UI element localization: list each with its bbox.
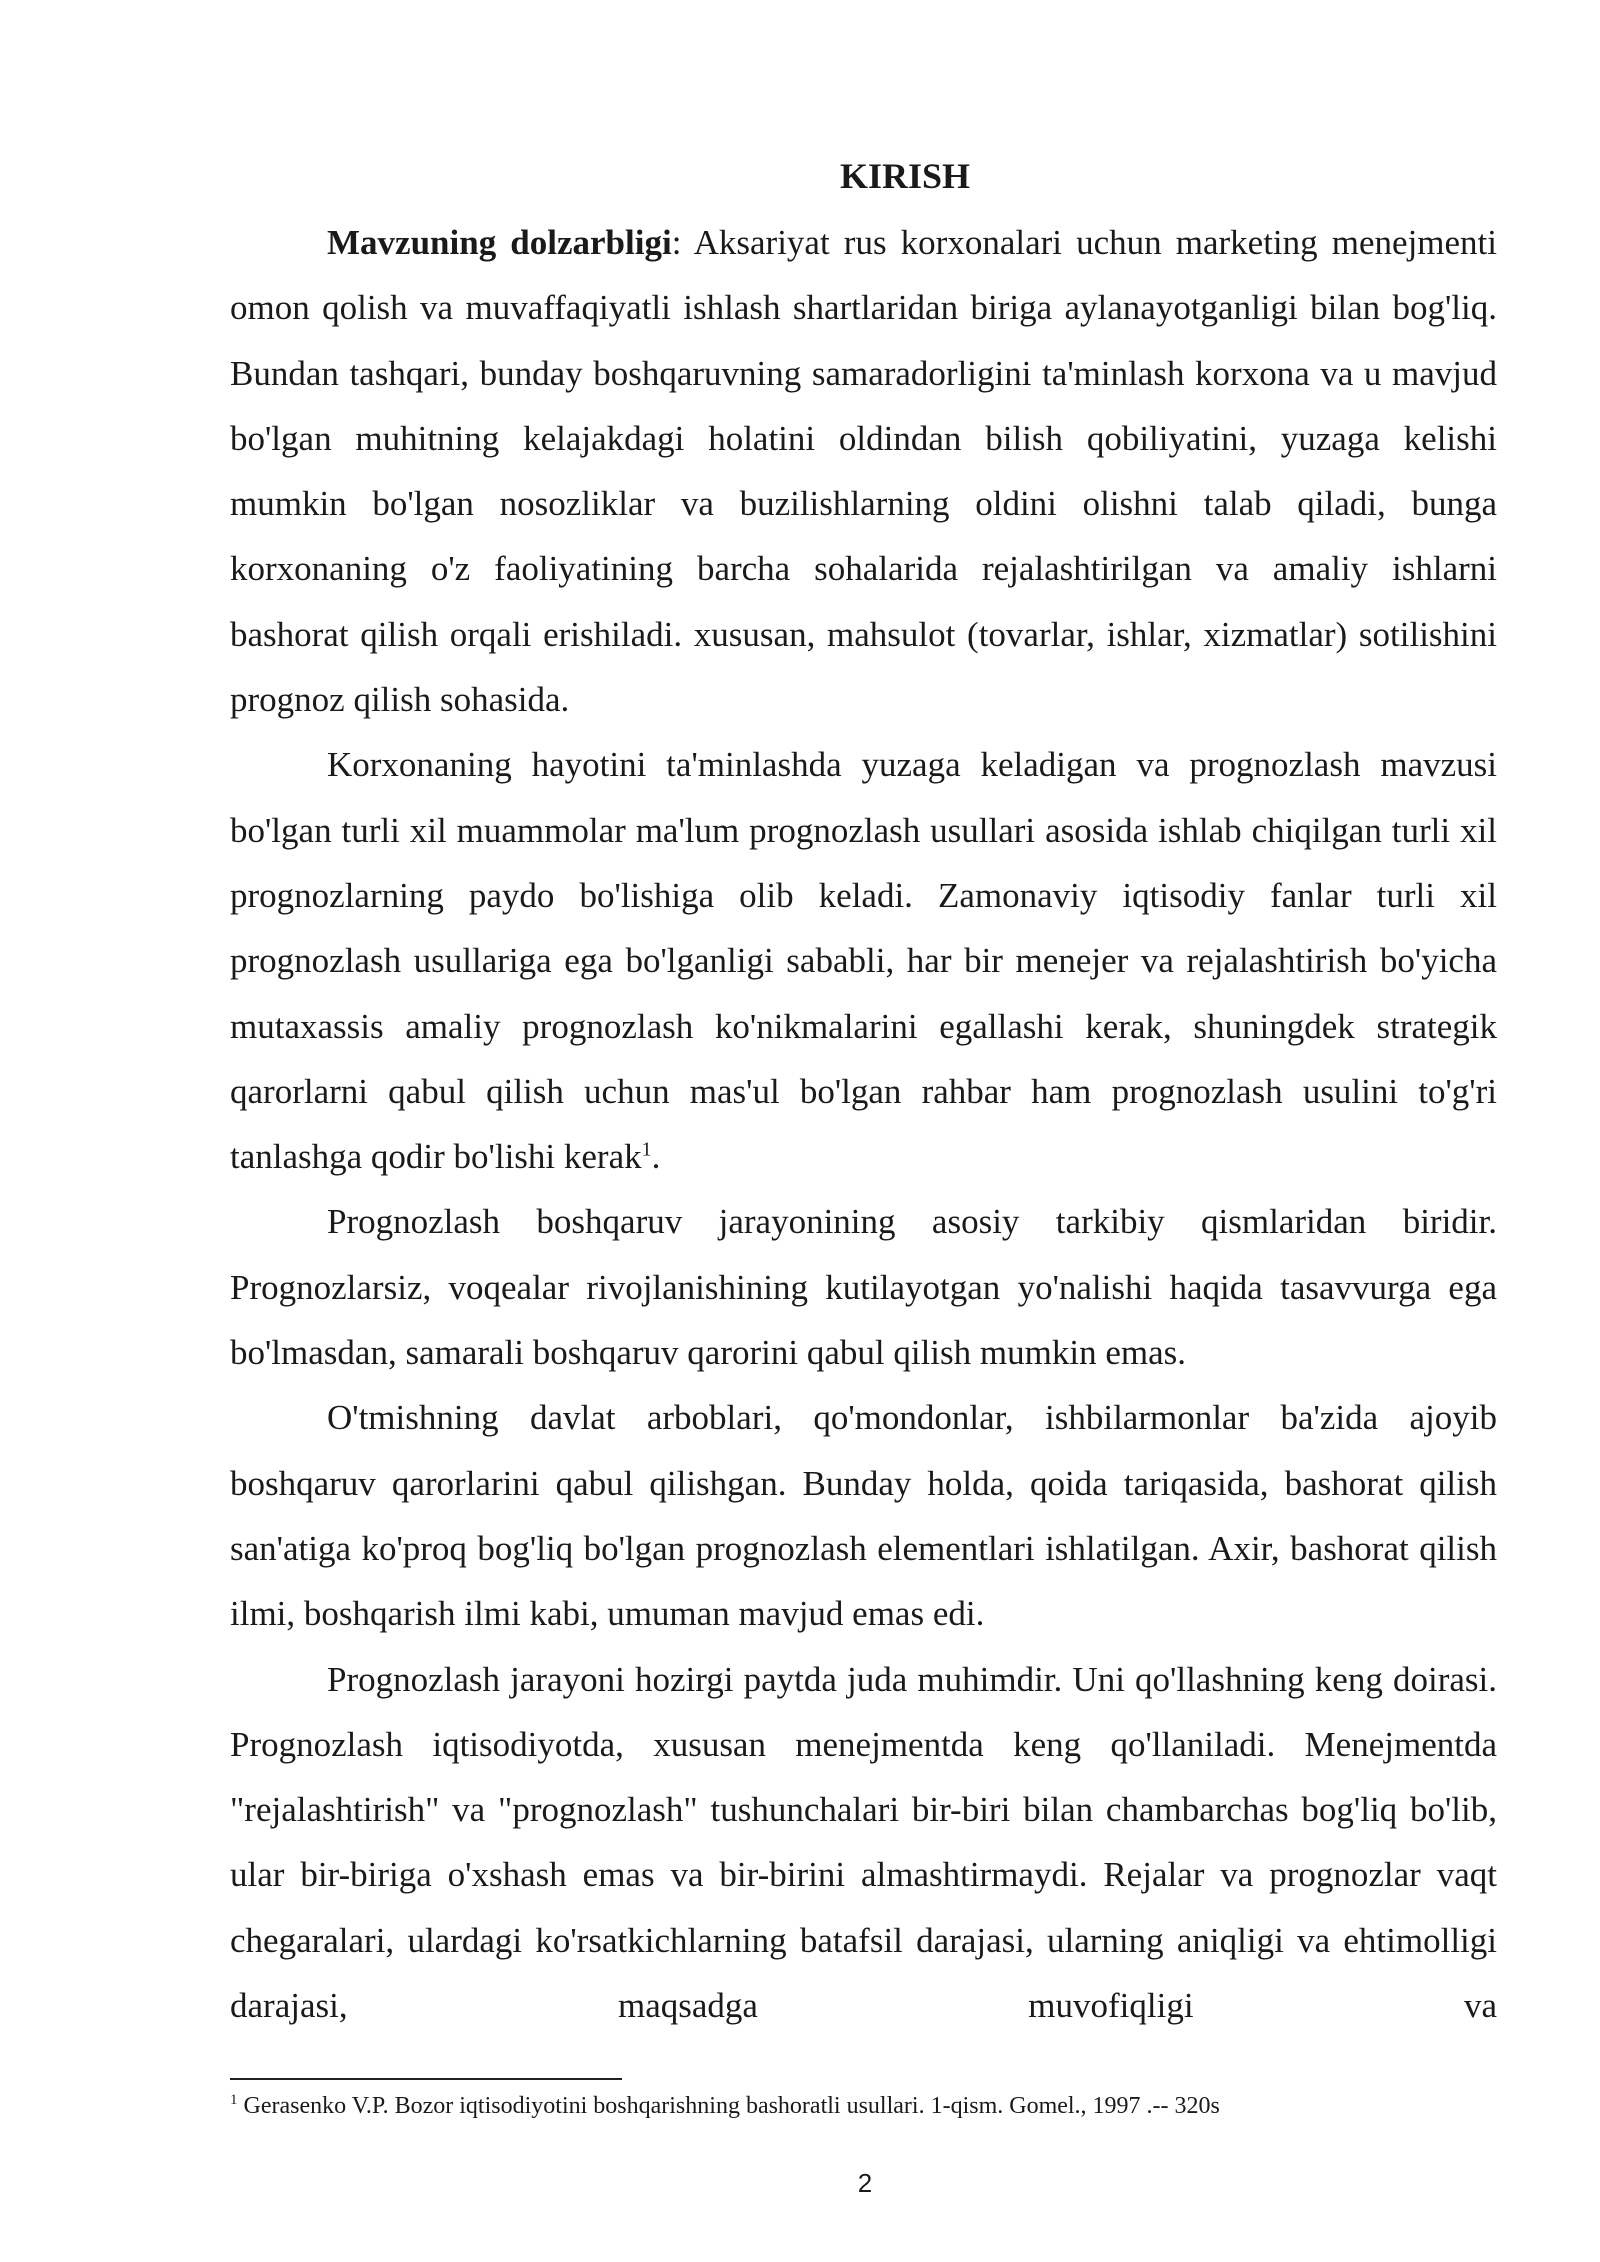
paragraph-relevance (230, 210, 1497, 732)
paragraph-forecasting-problems (230, 732, 1497, 1189)
footnote-reference[interactable]: 1 (641, 1138, 652, 1161)
footnote (230, 2090, 1497, 2122)
footnote-text: Gerasenko V.P. Bozor iqtisodiyotini boshqarishning bashoratli usullari. 1-qism. Gomel., 1997 .-- 320s (237, 2093, 1220, 2119)
page-number: 2 (857, 2168, 873, 2198)
paragraph-lead: Mavzuning dolzarbligi (327, 223, 672, 262)
footnote-marker: 1 (230, 2092, 238, 2108)
paragraph-text: Prognozlash jarayoni hozirgi paytda juda muhimdir. Uni qo'llashning keng doirasi. Prognozlash iqtisodiyotda, xususan menejmentda keng qo'llaniladi. Menejmentda "rejalashtirish" va "prognozlash" tushunchalari bir-biri bilan chambarchas bog'liq bo'lib, ular bir-biriga o'xshash emas va bir-birini almashtirmaydi. Rejalar va prognozlar vaqt chegaralari, ulardagi ko'rsatkichlarning batafsil darajasi, ularning aniqligi va ehtimolligi darajasi, maqsadga muvofiqligi va (230, 1659, 1497, 2026)
paragraph-text: Korxonaning hayotini ta'minlashda yuzaga keladigan va prognozlash mavzusi bo'lgan turli xil muammolar ma'lum prognozlash usullari asosida ishlab chiqilgan turli xil prognozlarning paydo bo'lishiga olib keladi. Zamonaviy iqtisodiy fanlar turli xil prognozlash usullariga ega bo'lganligi sababli, har bir menejer va rejalashtirish bo'yicha mutaxassis amaliy prognozlash ko'nikmalarini egallashi kerak, shuningdek strategik qarorlarni qabul qilish uchun mas'ul bo'lgan rahbar ham prognozlash usulini to'g'ri tanlashga qodir bo'lishi kerak (230, 745, 1497, 1177)
body-text (230, 210, 1497, 2038)
paragraph-forecasting-component (230, 1189, 1497, 1385)
paragraph-text: O'tmishning davlat arboblari, qo'mondonlar, ishbilarmonlar ba'zida ajoyib boshqaruv qarorlarini qabul qilishgan. Bunday holda, qoida tariqasida, bashorat qilish san'atiga ko'proq bog'liq bo'lgan prognozlash elementlari ishlatilgan. Axir, bashorat qilish ilmi, boshqarish ilmi kabi, umuman mavjud emas edi. (230, 1398, 1497, 1634)
paragraph-past-leaders (230, 1385, 1497, 1646)
page-title: KIRISH (839, 156, 971, 196)
footnote-divider (230, 2078, 622, 2080)
paragraph-end: . (651, 1137, 661, 1177)
paragraph-forecasting-importance (230, 1647, 1497, 2039)
paragraph-text: : Aksariyat rus korxonalari uchun marketing menejmenti omon qolish va muvaffaqiyatli ishlash shartlaridan biriga aylanayotganligi bilan bog'liq. Bundan tashqari, bunday boshqaruvning samaradorligini ta'minlash korxona va u mavjud bo'lgan muhitning kelajakdagi holatini oldindan bilish qobiliyatini, yuzaga kelishi mumkin bo'lgan nosozliklar va buzilishlarning oldini olishni talab qiladi, bunga korxonaning o'z faoliyatining barcha sohalarida rejalashtirilgan va amaliy ishlarni bashorat qilish orqali erishiladi. xususan, mahsulot (tovarlar, ishlar, xizmatlar) sotilishini prognoz qilish sohasida. (230, 223, 1497, 720)
paragraph-text: Prognozlash boshqaruv jarayonining asosiy tarkibiy qismlaridan biridir. Prognozlarsiz, voqealar rivojlanishining kutilayotgan yo'nalishi haqida tasavvurga ega bo'lmasdan, samarali boshqaruv qarorini qabul qilish mumkin emas. (230, 1202, 1497, 1373)
